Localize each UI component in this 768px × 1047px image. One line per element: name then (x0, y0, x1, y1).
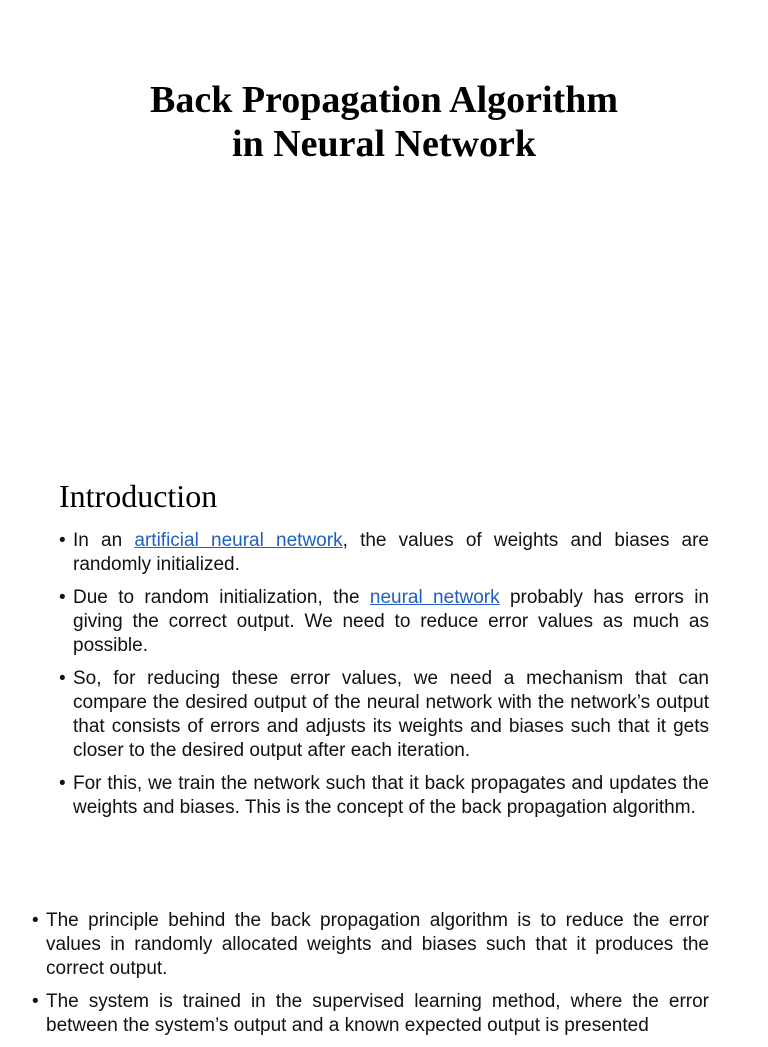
bullet-text: The principle behind the back propagation algorithm is to reduce the error values in randomly allocated weights and biases such that it produces the correct output. (46, 910, 709, 979)
introduction-bullet-list (59, 529, 709, 829)
bullet-text: So, for reducing these error values, we need a mechanism that can compare the desired output of the neural network with the network’s output that consists of errors and adjusts its weights and biases such that it gets closer to the desired output after each iteration. (73, 668, 709, 761)
bullet-dot-icon: • (59, 530, 66, 551)
introduction-heading: Introduction (59, 478, 218, 514)
bullet-dot-icon: • (59, 587, 66, 608)
bullet-item (59, 586, 709, 658)
bullet-item (32, 990, 709, 1038)
bullet-text: probably has errors in giving the correct output. We need to reduce error values as much as possible. (73, 587, 709, 656)
bullet-dot-icon: • (32, 910, 39, 931)
bullet-text: For this, we train the network such that it back propagates and updates the weights and biases. This is the concept of the back propagation algorithm. (73, 773, 709, 818)
bullet-text: The system is trained in the supervised learning method, where the error between the system’s output and a known expected output is presented (46, 991, 709, 1036)
bullet-dot-icon: • (59, 668, 66, 689)
bullet-text: , the values of weights and biases are randomly initialized. (73, 530, 709, 575)
bullet-item (59, 529, 709, 577)
slide-title-line-1: Back Propagation Algorithm (150, 79, 618, 121)
bullet-text: Due to random initialization, the (73, 587, 370, 608)
neural-network-link[interactable]: neural network (369, 587, 500, 608)
bullet-dot-icon: • (32, 991, 39, 1012)
bullet-item (32, 909, 709, 981)
bullet-dot-icon: • (59, 773, 66, 794)
bullet-item (59, 772, 709, 820)
slide-title-line-2: in Neural Network (232, 123, 536, 165)
slide-title (0, 78, 768, 166)
bullet-item (59, 667, 709, 763)
artificial-neural-network-link[interactable]: artificial neural network (134, 530, 343, 551)
bullet-text: In an (73, 530, 135, 551)
principle-bullet-list (32, 909, 709, 1047)
